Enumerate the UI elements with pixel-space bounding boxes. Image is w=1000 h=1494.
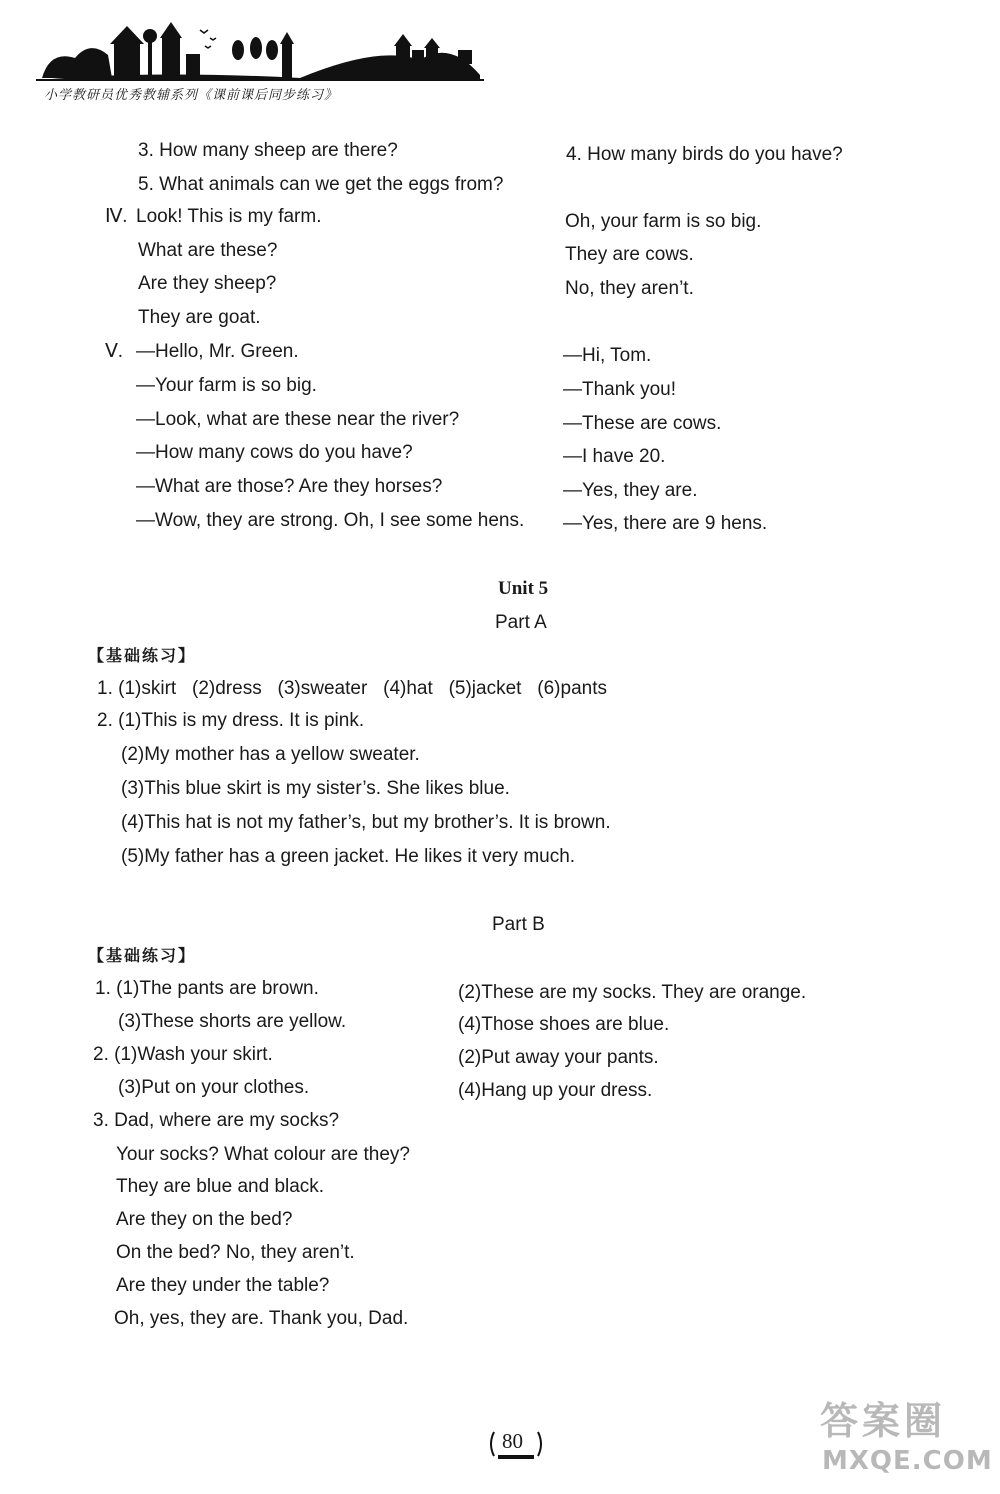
watermark-url: MXQE.COM (822, 1446, 993, 1476)
dialogue-line: —Thank you! (563, 379, 676, 400)
answer-line: (2)My mother has a yellow sweater. (121, 744, 420, 765)
series-title: 小学教研员优秀教辅系列《课前课后同步练习》 (44, 87, 339, 102)
answer-line: (2)These are my socks. They are orange. (458, 982, 807, 1003)
answer-line: (2)Put away your pants. (458, 1047, 659, 1068)
dialogue-line: 3. Dad, where are my socks? (93, 1110, 340, 1131)
dialogue-line: They are goat. (138, 307, 261, 328)
dialogue-line: —Hi, Tom. (563, 345, 652, 366)
dialogue-line: They are cows. (565, 244, 694, 265)
section-tag: 【基础练习】 (88, 646, 197, 665)
dialogue-line: —These are cows. (563, 413, 722, 434)
dialogue-line: —How many cows do you have? (136, 442, 413, 463)
page-number: 80 (502, 1429, 523, 1453)
dialogue-line: —Look, what are these near the river? (136, 409, 460, 430)
dialogue-line: —Your farm is so big. (136, 375, 317, 396)
dialogue-line: —I have 20. (563, 446, 666, 467)
section-tag: 【基础练习】 (88, 946, 197, 965)
dialogue-line: They are blue and black. (116, 1176, 325, 1197)
dialogue-line: Oh, yes, they are. Thank you, Dad. (114, 1308, 409, 1329)
answer-line: 5. What animals can we get the eggs from? (138, 174, 504, 195)
dialogue-line: Look! This is my farm. (136, 206, 322, 227)
answer-line: (3)These shorts are yellow. (118, 1011, 347, 1032)
answer-line: 4. How many birds do you have? (566, 144, 843, 165)
dialogue-line: —Yes, they are. (563, 480, 698, 501)
answer-line: (3)Put on your clothes. (118, 1077, 310, 1098)
watermark-logo: 答案圈 (820, 1399, 947, 1443)
answer-line: 2. (1)Wash your skirt. (93, 1044, 273, 1065)
answer-line: (4)Those shoes are blue. (458, 1014, 670, 1035)
dialogue-line: Are they sheep? (138, 273, 277, 294)
unit-title: Unit 5 (498, 578, 549, 599)
answer-line: (4)This hat is not my father’s, but my brother’s. It is brown. (121, 812, 611, 833)
dialogue-line: Oh, your farm is so big. (565, 211, 762, 232)
dialogue-line: Your socks? What colour are they? (116, 1144, 410, 1165)
answer-line: 1. (1)skirt (2)dress (3)sweater (4)hat (5)jacket (6)pants (97, 678, 607, 699)
part-title: Part B (492, 914, 545, 935)
dialogue-line: —What are those? Are they horses? (136, 476, 443, 497)
question-number: Ⅳ. (105, 206, 128, 227)
bush-icon (42, 48, 112, 78)
dialogue-line: What are these? (138, 240, 278, 261)
dialogue-line: On the bed? No, they aren’t. (116, 1242, 355, 1263)
answer-line: (3)This blue skirt is my sister’s. She likes blue. (121, 778, 510, 799)
dialogue-line: —Hello, Mr. Green. (136, 341, 299, 362)
dialogue-line: Are they under the table? (116, 1275, 330, 1296)
answer-line: (4)Hang up your dress. (458, 1080, 653, 1101)
question-number: Ⅴ. (105, 341, 123, 362)
answer-line: 1. (1)The pants are brown. (95, 978, 319, 999)
answer-line: 3. How many sheep are there? (138, 140, 398, 161)
dialogue-line: —Yes, there are 9 hens. (563, 513, 768, 534)
answer-line: 2. (1)This is my dress. It is pink. (97, 710, 365, 731)
part-title: Part A (495, 612, 547, 633)
answer-line: (5)My father has a green jacket. He likes it very much. (121, 846, 576, 867)
dialogue-line: Are they on the bed? (116, 1209, 293, 1230)
dialogue-line: No, they aren’t. (565, 278, 694, 299)
dialogue-line: —Wow, they are strong. Oh, I see some hens. (136, 510, 525, 531)
page-number-box (488, 1426, 544, 1466)
